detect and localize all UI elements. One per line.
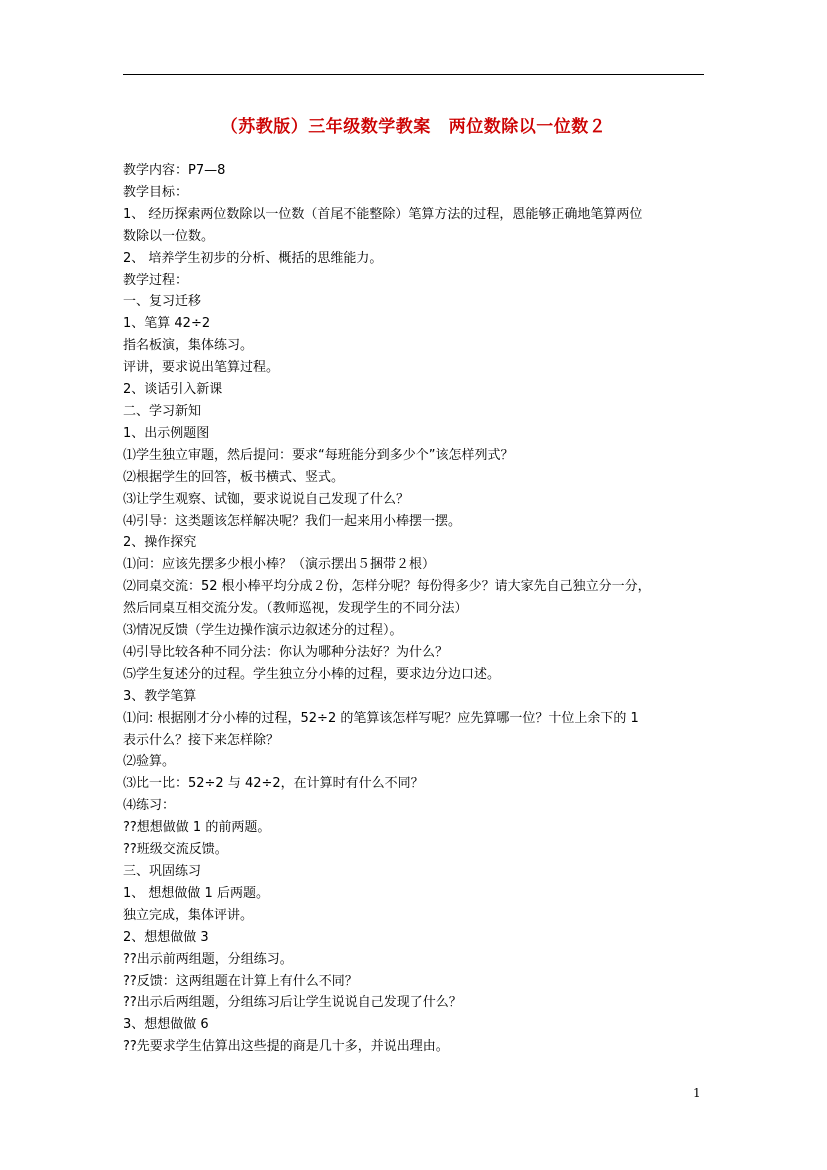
text-line: ??出示前两组题，分组练习。 <box>123 951 293 967</box>
text-line: 2、想想做做 3 <box>123 929 209 945</box>
text-line: 指名板演，集体练习。 <box>123 338 254 354</box>
text-line: ⑵根据学生的回答，板书横式、竖式。 <box>123 469 345 485</box>
text-line: 2、 培养学生初步的分析、概括的思维能力。 <box>123 250 383 266</box>
text-line: ⑵同桌交流：52 根小棒平均分成２份，怎样分呢？每份得多少？请大家先自己独立分一分， <box>123 579 651 595</box>
text-line: 评讲，要求说出笔算过程。 <box>123 360 280 376</box>
text-line: ??出示后两组题，分组练习后让学生说说自己发现了什么？ <box>123 995 462 1011</box>
text-line: 1、出示例题图 <box>123 425 210 441</box>
text-line: 1、 经历探索两位数除以一位数（首尾不能整除）笔算方法的过程，恩能够正确地笔算两位 <box>123 206 643 222</box>
text-line: 表示什么？接下来怎样除？ <box>123 732 280 748</box>
text-line: ??反馈：这两组题在计算上有什么不同？ <box>123 973 358 989</box>
text-line: ⑸学生复述分的过程。学生独立分小棒的过程，要求边分边口述。 <box>123 666 501 682</box>
header-rule <box>123 74 704 75</box>
text-line: 教学内容：P7—8 <box>123 163 226 178</box>
text-line: ??先要求学生估算出这些提的商是几十多，并说出理由。 <box>123 1039 449 1055</box>
text-line: 3、想想做做 6 <box>123 1017 209 1033</box>
text-line: ??想想做做 1 的前两题。 <box>123 820 271 836</box>
text-line: 然后同桌互相交流分发。（教师巡视，发现学生的不同分法） <box>123 601 468 617</box>
text-line: 二、学习新知 <box>123 403 202 419</box>
text-line: ⑴问: 根据刚才分小棒的过程，52÷2 的笔算该怎样写呢？应先算哪一位？十位上余下的 1 <box>123 710 639 726</box>
title-left: （苏教版）三年级数学教案 <box>220 117 431 137</box>
text-line: 一、复习迁移 <box>123 294 202 310</box>
text-line: 数除以一位数。 <box>123 228 215 244</box>
text-line: 2、操作探究 <box>123 535 197 551</box>
document-body <box>123 160 707 1058</box>
text-line: ⑷练习： <box>123 798 176 814</box>
text-line: ⑶比一比：52÷2 与 42÷2，在计算时有什么不同？ <box>123 776 424 792</box>
text-line: ⑶情况反馈（学生边操作演示边叙述分的过程）。 <box>123 623 403 639</box>
text-line: ⑷引导：这类题该怎样解决呢？我们一起来用小棒摆一摆。 <box>123 513 462 529</box>
text-line: ⑴学生独立审题，然后提问：要求“每班能分到多少个”该怎样列式？ <box>123 447 514 463</box>
text-line: ⑴问：应该先摆多少根小棒？（演示摆出５捆带２根） <box>123 557 436 573</box>
text-line: ⑵验算。 <box>123 754 176 770</box>
text-line: 三、巩固练习 <box>123 864 202 879</box>
text-line: 独立完成，集体评讲。 <box>123 907 254 923</box>
text-line: 教学目标： <box>123 184 189 200</box>
page-number: 1 <box>693 1086 701 1100</box>
text-line: 3、教学笔算 <box>123 688 197 704</box>
document-title <box>0 112 827 137</box>
text-line: ⑶让学生观察、试铷，要求说说自己发现了什么？ <box>123 491 410 507</box>
text-line: 教学过程： <box>123 272 189 288</box>
text-line: 2、谈话引入新课 <box>123 382 223 398</box>
title-right: 两位数除以一位数２ <box>448 117 607 137</box>
text-line: ⑷引导比较各种不同分法：你认为哪种分法好？为什么？ <box>123 644 449 660</box>
text-line: 1、 想想做做 1 后两题。 <box>123 885 269 901</box>
text-line: ??班级交流反馈。 <box>123 842 228 858</box>
text-line: 1、笔算 42÷2 <box>123 316 211 332</box>
